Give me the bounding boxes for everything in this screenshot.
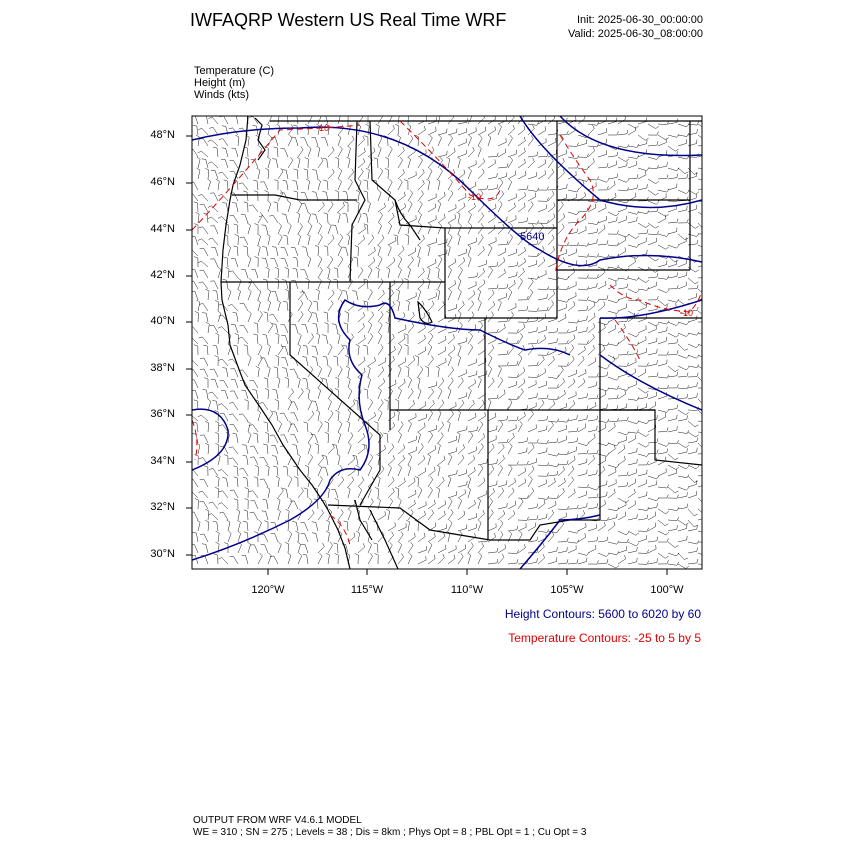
height-contour-legend: Height Contours: 5600 to 6020 by 60 — [504, 607, 701, 621]
lat-label-38: 38°N — [150, 362, 175, 374]
lon-label-100: 100°W — [650, 584, 684, 596]
lat-label-34: 34°N — [150, 455, 175, 467]
valid-time: Valid: 2025-06-30_08:00:00 — [568, 28, 703, 40]
temp-label-a: -10 — [316, 123, 330, 133]
temp-label-b: -10 — [468, 192, 482, 202]
lat-label-40: 40°N — [150, 315, 175, 327]
footer-line-2: WE = 310 ; SN = 275 ; Levels = 38 ; Dis = 8km ; Phys Opt = 8 ; PBL Opt = 1 ; Cu Opt = 3 — [193, 827, 587, 838]
lat-label-46: 46°N — [150, 176, 175, 188]
var-winds: Winds (kts) — [194, 89, 249, 101]
lat-label-44: 44°N — [150, 223, 175, 235]
lat-label-42: 42°N — [150, 269, 175, 281]
var-temperature: Temperature (C) — [194, 65, 275, 77]
lon-label-105: 105°W — [550, 584, 584, 596]
lat-label-32: 32°N — [150, 501, 175, 513]
lon-label-115: 115°W — [350, 584, 384, 596]
map-background — [192, 116, 702, 569]
height-label-5640: 5640 — [520, 231, 545, 243]
lon-label-120: 120°W — [251, 584, 285, 596]
model-footer — [193, 815, 586, 839]
lat-label-36: 36°N — [150, 408, 175, 420]
lat-label-30: 30°N — [150, 548, 175, 560]
lon-label-110: 110°W — [450, 584, 484, 596]
lat-label-48: 48°N — [150, 129, 175, 141]
temperature-contour-legend: Temperature Contours: -25 to 5 by 5 — [508, 631, 701, 645]
temp-label-c: -10 — [680, 308, 694, 318]
var-height: Height (m) — [194, 77, 246, 89]
footer-line-1: OUTPUT FROM WRF V4.6.1 MODEL — [193, 815, 362, 826]
init-time: Init: 2025-06-30_00:00:00 — [577, 14, 703, 26]
chart-title: IWFAQRP Western US Real Time WRF — [190, 10, 507, 30]
